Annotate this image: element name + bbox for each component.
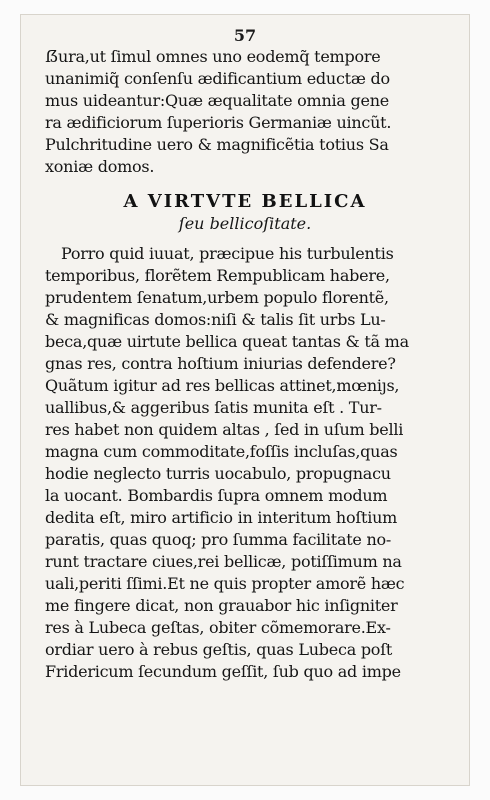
text-line: ẞura,ut ſimul omnes uno eodemq̃ tempore (45, 47, 381, 66)
text-line: unanimiq̃ conſenſu ædificantium eductæ do (45, 69, 390, 88)
text-line: ra ædificiorum ſuperioris Germaniæ uincũt. (45, 113, 392, 132)
text-line: res habet non quidem altas , ſed in uſum belli (45, 420, 404, 439)
text-line: paratis, quas quoq; pro ſumma facilitate no- (45, 530, 392, 549)
section-subheading: ſeu belliсoſitate. (178, 214, 312, 233)
text-line: Quãtum igitur ad res bellicas attinet,mœniȷs, (45, 376, 400, 395)
text-line: temporibus, florẽtem Rempublicam habere, (45, 266, 390, 285)
section-heading: A VIRTVTE BELLICA (123, 191, 367, 212)
page-number: 57 (233, 26, 257, 45)
text-line: mus uideantur:Quæ æqualitate omnia gene (45, 91, 389, 110)
text-line: la uocant. Bombardis ſupra omnem modum (45, 486, 388, 505)
text-line: & magnificas domos:niſi & talis ſit urbs Lu- (45, 310, 386, 329)
text-line: gnas res, contra hoſtium iniurias defendere? (45, 354, 396, 373)
text-line: me fingere dicat, non grauabor hic inſigniter (45, 596, 398, 615)
text-line: hodie neglecto turris uocabulo, propugnacu (45, 464, 391, 483)
text-line: uali,periti ſſimi.Et ne quis propter amorẽ hæc (45, 574, 405, 593)
text-line: Porro quid iuuat, præcipue his turbulentis (61, 244, 394, 263)
text-line: ordiar uero à rebus geſtis, quas Lubeca poſt (45, 640, 393, 659)
text-line: prudentem ſenatum,urbem populo florentẽ, (45, 288, 389, 307)
text-line: xoniæ domos. (45, 157, 155, 176)
text-line: uallibus,& aggeribus ſatis munita eſt . Tur- (45, 398, 382, 417)
text-line: Fridericum ſecundum geſſit, ſub quo ad impe (45, 662, 401, 681)
text-line: dedita eſt, miro artificio in interitum hoſtium (45, 508, 398, 527)
text-line: beca,quæ uirtute bellica queat tantas & tã ma (45, 332, 409, 351)
text-line: Pulchritudine uero & magnificẽtia totius Sa (45, 135, 389, 154)
text-line: magna cum commoditate,foſſis incluſas,quas (45, 442, 398, 461)
text-line: res à Lubeca geſtas, obiter cõmemorare.Ex- (45, 618, 391, 637)
book-page (20, 14, 470, 786)
text-line: runt tractare ciues,rei bellicæ, potiſſimum na (45, 552, 402, 571)
